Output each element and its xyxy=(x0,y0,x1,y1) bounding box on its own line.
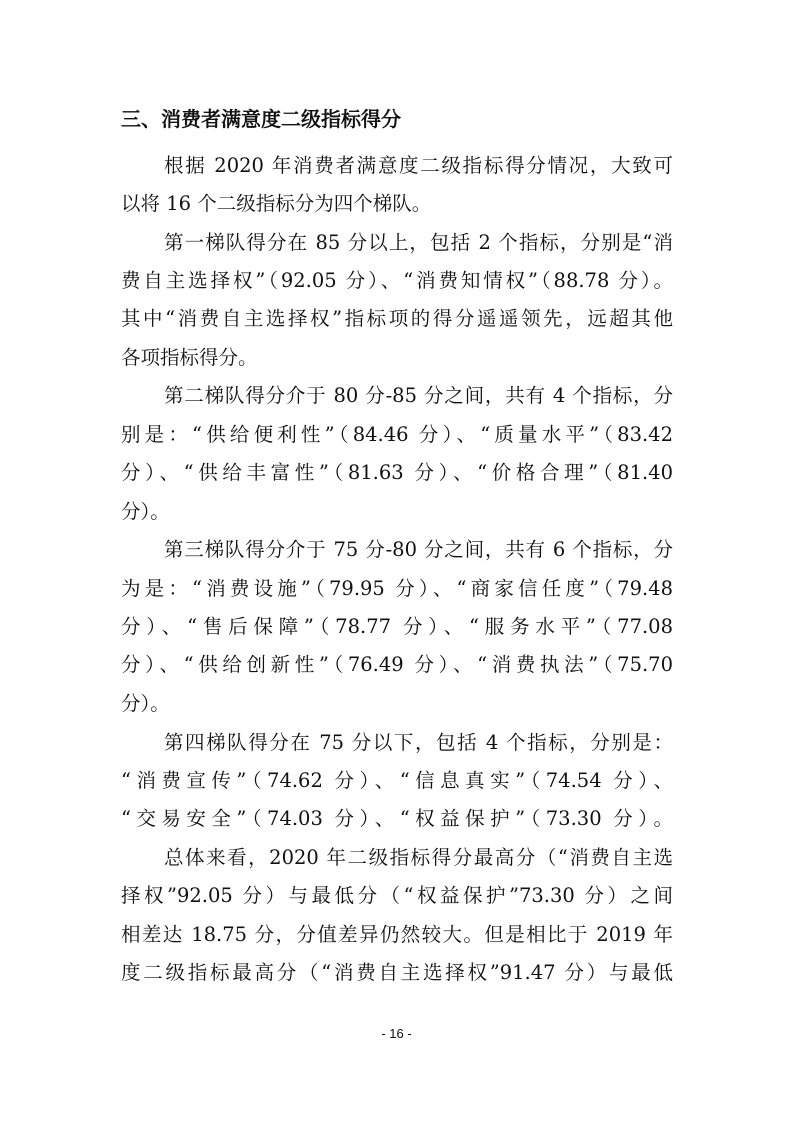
paragraph-6-line-1: 总体来看，2020 年二级指标得分最高分（“消费自主选 xyxy=(164,846,673,869)
section-heading: 三、消费者满意度二级指标得分 xyxy=(121,107,401,131)
paragraph-2-line-3: 其中“消费自主选择权”指标项的得分遥遥领先，远超其他 xyxy=(121,307,673,330)
paragraph-4-line-4: 分）、“供给创新性”（76.49 分）、“消费执法”（75.70 xyxy=(121,653,673,676)
paragraph-5-line-2: “消费宣传”（74.62 分）、“信息真实”（74.54 分）、 xyxy=(121,769,673,792)
paragraph-3-line-1: 第二梯队得分介于 80 分-85 分之间，共有 4 个指标，分 xyxy=(164,384,673,407)
paragraph-1-line-1: 根据 2020 年消费者满意度二级指标得分情况，大致可 xyxy=(164,154,673,177)
paragraph-6-line-4: 度二级指标最高分（“消费自主选择权”91.47 分）与最低 xyxy=(121,961,673,984)
paragraph-3-line-4: 分）。 xyxy=(121,500,170,523)
paragraph-6-line-2: 择权”92.05 分）与最低分（“权益保护”73.30 分）之间 xyxy=(121,884,673,907)
paragraph-5-line-1: 第四梯队得分在 75 分以下，包括 4 个指标，分别是： xyxy=(164,731,673,754)
paragraph-2-line-4: 各项指标得分。 xyxy=(121,346,258,369)
paragraph-2-line-1: 第一梯队得分在 85 分以上，包括 2 个指标，分别是“消 xyxy=(164,231,673,254)
paragraph-1-line-2: 以将 16 个二级指标分为四个梯队。 xyxy=(121,192,432,215)
paragraph-5-line-3: “交易安全”（74.03 分）、“权益保护”（73.30 分）。 xyxy=(121,807,673,830)
paragraph-3-line-2: 别是：“供给便利性”（84.46 分）、“质量水平”（83.42 xyxy=(121,423,673,446)
paragraph-4-line-5: 分）。 xyxy=(121,692,170,715)
paragraph-4-line-1: 第三梯队得分介于 75 分-80 分之间，共有 6 个指标，分 xyxy=(164,538,673,561)
paragraph-6-line-3: 相差达 18.75 分，分值差异仍然较大。但是相比于 2019 年 xyxy=(121,923,673,946)
page-number: - 16 - xyxy=(381,1026,412,1041)
paragraph-2-line-2: 费自主选择权”（92.05 分）、“消费知情权”（88.78 分）。 xyxy=(121,269,673,292)
paragraph-3-line-3: 分）、“供给丰富性”（81.63 分）、“价格合理”（81.40 xyxy=(121,461,673,484)
paragraph-4-line-2: 为是：“消费设施”（79.95 分）、“商家信任度”（79.48 xyxy=(121,577,673,600)
paragraph-4-line-3: 分）、“售后保障”（78.77 分）、“服务水平”（77.08 xyxy=(121,615,673,638)
